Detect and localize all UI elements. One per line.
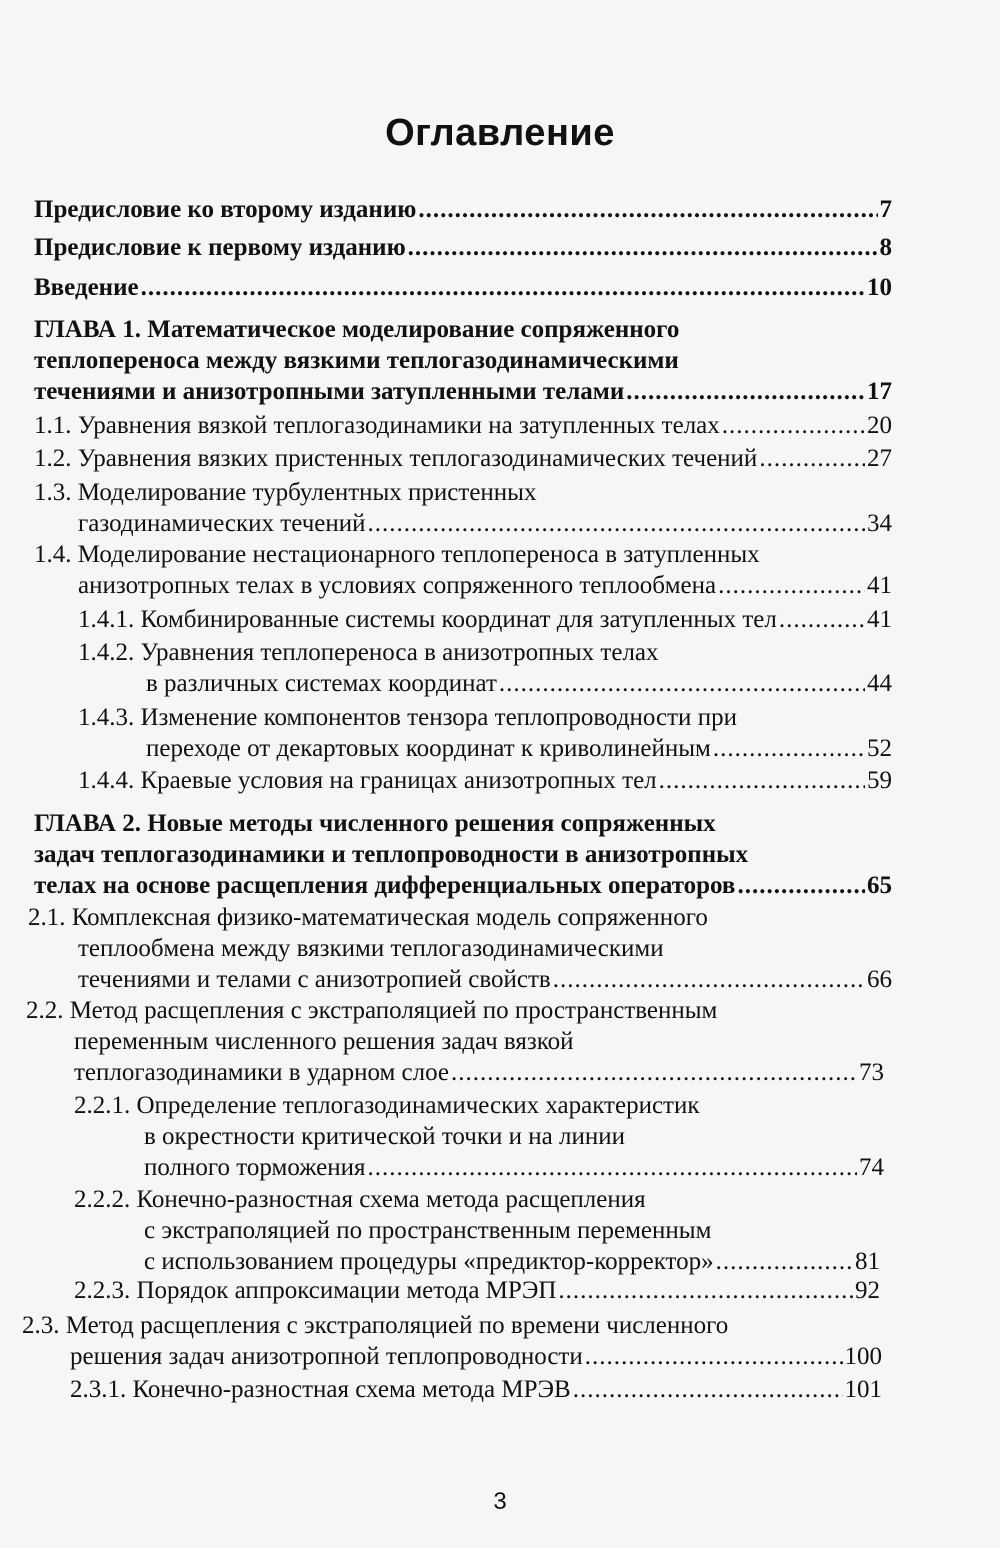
toc-entry[interactable] (74, 1275, 880, 1306)
toc-entry-title: 2.1. Комплексная физико-математическая модель сопряженного (28, 904, 708, 931)
toc-entry-title: переходе от декартовых координат к криволинейным (146, 735, 711, 762)
toc-entry[interactable] (74, 1184, 880, 1277)
toc-leader-dots (585, 1341, 843, 1372)
toc-entry[interactable] (78, 765, 892, 796)
toc-leader-dots (408, 232, 878, 263)
toc-page-number: 101 (844, 1376, 882, 1403)
toc-page-number: 81 (855, 1248, 880, 1275)
toc-page-number: 59 (867, 767, 892, 794)
toc-page-number: 17 (867, 378, 892, 405)
toc-leader-dots (759, 443, 865, 474)
page-number: 3 (493, 1488, 507, 1515)
toc-line (26, 1057, 884, 1088)
toc-entry[interactable] (74, 1090, 884, 1183)
toc-line (34, 376, 892, 407)
toc-line (74, 1246, 880, 1277)
toc-line (34, 272, 892, 303)
toc-leader-dots (418, 194, 877, 225)
toc-entry[interactable] (28, 902, 892, 995)
toc-page-number: 27 (867, 445, 892, 472)
toc-entry-title: теплообмена между вязкими теплогазодинамическими (78, 935, 664, 962)
toc-page-number: 20 (867, 412, 892, 439)
toc-page-number: 73 (859, 1059, 884, 1086)
toc-entry-title: течениями и телами с анизотропией свойств (78, 966, 551, 993)
toc-entry-title: с использованием процедуры «предиктор-корректор» (144, 1248, 714, 1275)
toc-entry-title: 2.3.1. Конечно-разностная схема метода МРЭВ (70, 1376, 571, 1403)
toc-page-number: 74 (859, 1154, 884, 1181)
toc-leader-dots (626, 376, 865, 407)
toc-leader-dots (779, 604, 865, 635)
toc-page-number: 65 (867, 872, 892, 899)
toc-leader-dots (368, 1152, 858, 1183)
toc-entry-title: теплопереноса между вязкими теплогазодинамическими (34, 347, 679, 374)
toc-entry-title: 1.4.3. Изменение компонентов тензора теплопроводности при (78, 704, 737, 731)
toc-line (34, 443, 892, 474)
toc-chapter-entry[interactable] (34, 808, 892, 901)
toc-entry-title: переменным численного решения задач вязкой (74, 1028, 574, 1055)
toc-entry-title: 1.3. Моделирование турбулентных пристенных (34, 479, 537, 506)
toc-leader-dots (368, 508, 866, 539)
toc-page-number: 41 (867, 606, 892, 633)
toc-entry-title: 1.4.1. Комбинированные системы координат для затупленных тел (78, 606, 777, 633)
toc-entry-title: 1.4. Моделирование нестационарного теплопереноса в затупленных (34, 541, 760, 568)
toc-entry-title: 1.2. Уравнения вязких пристенных теплогазодинамических течений (34, 445, 758, 472)
toc-leader-dots (659, 765, 865, 796)
toc-entry-title: анизотропных телах в условиях сопряженного теплообмена (78, 572, 717, 599)
toc-entry[interactable] (34, 194, 892, 225)
toc-line (34, 508, 892, 539)
toc-entry[interactable] (78, 604, 892, 635)
toc-line (34, 870, 892, 901)
toc-chapter-entry[interactable] (34, 314, 892, 407)
toc-entry-title: 1.1. Уравнения вязкой теплогазодинамики на затупленных телах (34, 412, 720, 439)
toc-leader-dots (716, 1246, 853, 1277)
toc-entry[interactable] (26, 995, 884, 1088)
toc-leader-dots (737, 870, 865, 901)
toc-page-number: 100 (844, 1343, 882, 1370)
toc-leader-dots (451, 1057, 857, 1088)
toc-entry-title: в различных системах координат (146, 670, 497, 697)
toc-entry-title: ГЛАВА 1. Математическое моделирование сопряженного (34, 316, 680, 343)
toc-line (34, 194, 892, 225)
toc-line (74, 1275, 880, 1306)
toc-line (78, 733, 892, 764)
toc-leader-dots (713, 733, 865, 764)
toc-page-number: 52 (867, 735, 892, 762)
toc-entry-title: 1.4.4. Краевые условия на границах анизотропных тел (78, 767, 657, 794)
toc-entry-title: в окрестности критической точки и на линии (144, 1123, 625, 1150)
toc-line (22, 1341, 882, 1372)
toc-entry-title: 1.4.2. Уравнения теплопереноса в анизотропных телах (78, 639, 659, 666)
toc-entry[interactable] (34, 539, 892, 601)
toc-line (34, 232, 892, 263)
toc-line (34, 570, 892, 601)
toc-entry-title: 2.3. Метод расщепления с экстраполяцией по времени численного (22, 1312, 729, 1339)
toc-entry[interactable] (34, 443, 892, 474)
toc-page-number: 44 (867, 670, 892, 697)
toc-page-number: 34 (867, 510, 892, 537)
toc-line (78, 765, 892, 796)
toc-entry-title: ГЛАВА 2. Новые методы численного решения сопряженных (34, 810, 716, 837)
toc-page-number: 66 (867, 966, 892, 993)
toc-page-number: 10 (867, 274, 892, 301)
toc-leader-dots (558, 1275, 853, 1306)
toc-entry-title: полного торможения (144, 1154, 366, 1181)
toc-line (70, 1374, 882, 1405)
toc-page-number: 92 (855, 1277, 880, 1304)
toc-entry-title: Предисловие ко второму изданию (34, 196, 417, 223)
toc-entry[interactable] (34, 272, 892, 303)
toc-entry[interactable] (22, 1310, 882, 1372)
toc-entry-title: течениями и анизотропными затупленными телами (34, 378, 625, 405)
toc-leader-dots (573, 1374, 843, 1405)
toc-entry[interactable] (34, 232, 892, 263)
toc-entry-title: задач теплогазодинамики и теплопроводности в анизотропных (34, 841, 749, 868)
toc-entry-title: Введение (34, 274, 139, 301)
toc-leader-dots (141, 272, 865, 303)
toc-entry[interactable] (34, 410, 892, 441)
toc-entry[interactable] (78, 702, 892, 764)
toc-line (78, 604, 892, 635)
toc-leader-dots (722, 410, 865, 441)
toc-line (34, 410, 892, 441)
toc-entry-title: 2.2.3. Порядок аппроксимации метода МРЭП (74, 1277, 557, 1304)
toc-leader-dots (553, 964, 865, 995)
toc-entry-title: телах на основе расщепления дифференциальных операторов (34, 872, 736, 899)
toc-page-number: 8 (879, 234, 892, 261)
toc-entry[interactable] (78, 637, 892, 699)
toc-entry-title: 2.2.2. Конечно-разностная схема метода расщепления (74, 1186, 646, 1213)
toc-page-number: 41 (867, 572, 892, 599)
toc-entry-title: теплогазодинамики в ударном слое (74, 1059, 450, 1086)
toc-entry-title: газодинамических течений (78, 510, 366, 537)
toc-entry-title: решения задач анизотропной теплопроводности (70, 1343, 583, 1370)
toc-line (28, 964, 892, 995)
toc-entry[interactable] (34, 477, 892, 539)
toc-leader-dots (718, 570, 865, 601)
toc-line (74, 1152, 884, 1183)
toc-entry[interactable] (70, 1374, 882, 1405)
toc-entry-title: 2.2.1. Определение теплогазодинамических характеристик (74, 1092, 700, 1119)
toc-page-number: 7 (879, 196, 892, 223)
toc-line (78, 668, 892, 699)
toc-entry-title: Предисловие к первому изданию (34, 234, 406, 261)
toc-entry-title: с экстраполяцией по пространственным переменным (144, 1217, 712, 1244)
page-title: Оглавление (385, 112, 615, 154)
toc-leader-dots (499, 668, 865, 699)
toc-entry-title: 2.2. Метод расщепления с экстраполяцией по пространственным (26, 997, 718, 1024)
